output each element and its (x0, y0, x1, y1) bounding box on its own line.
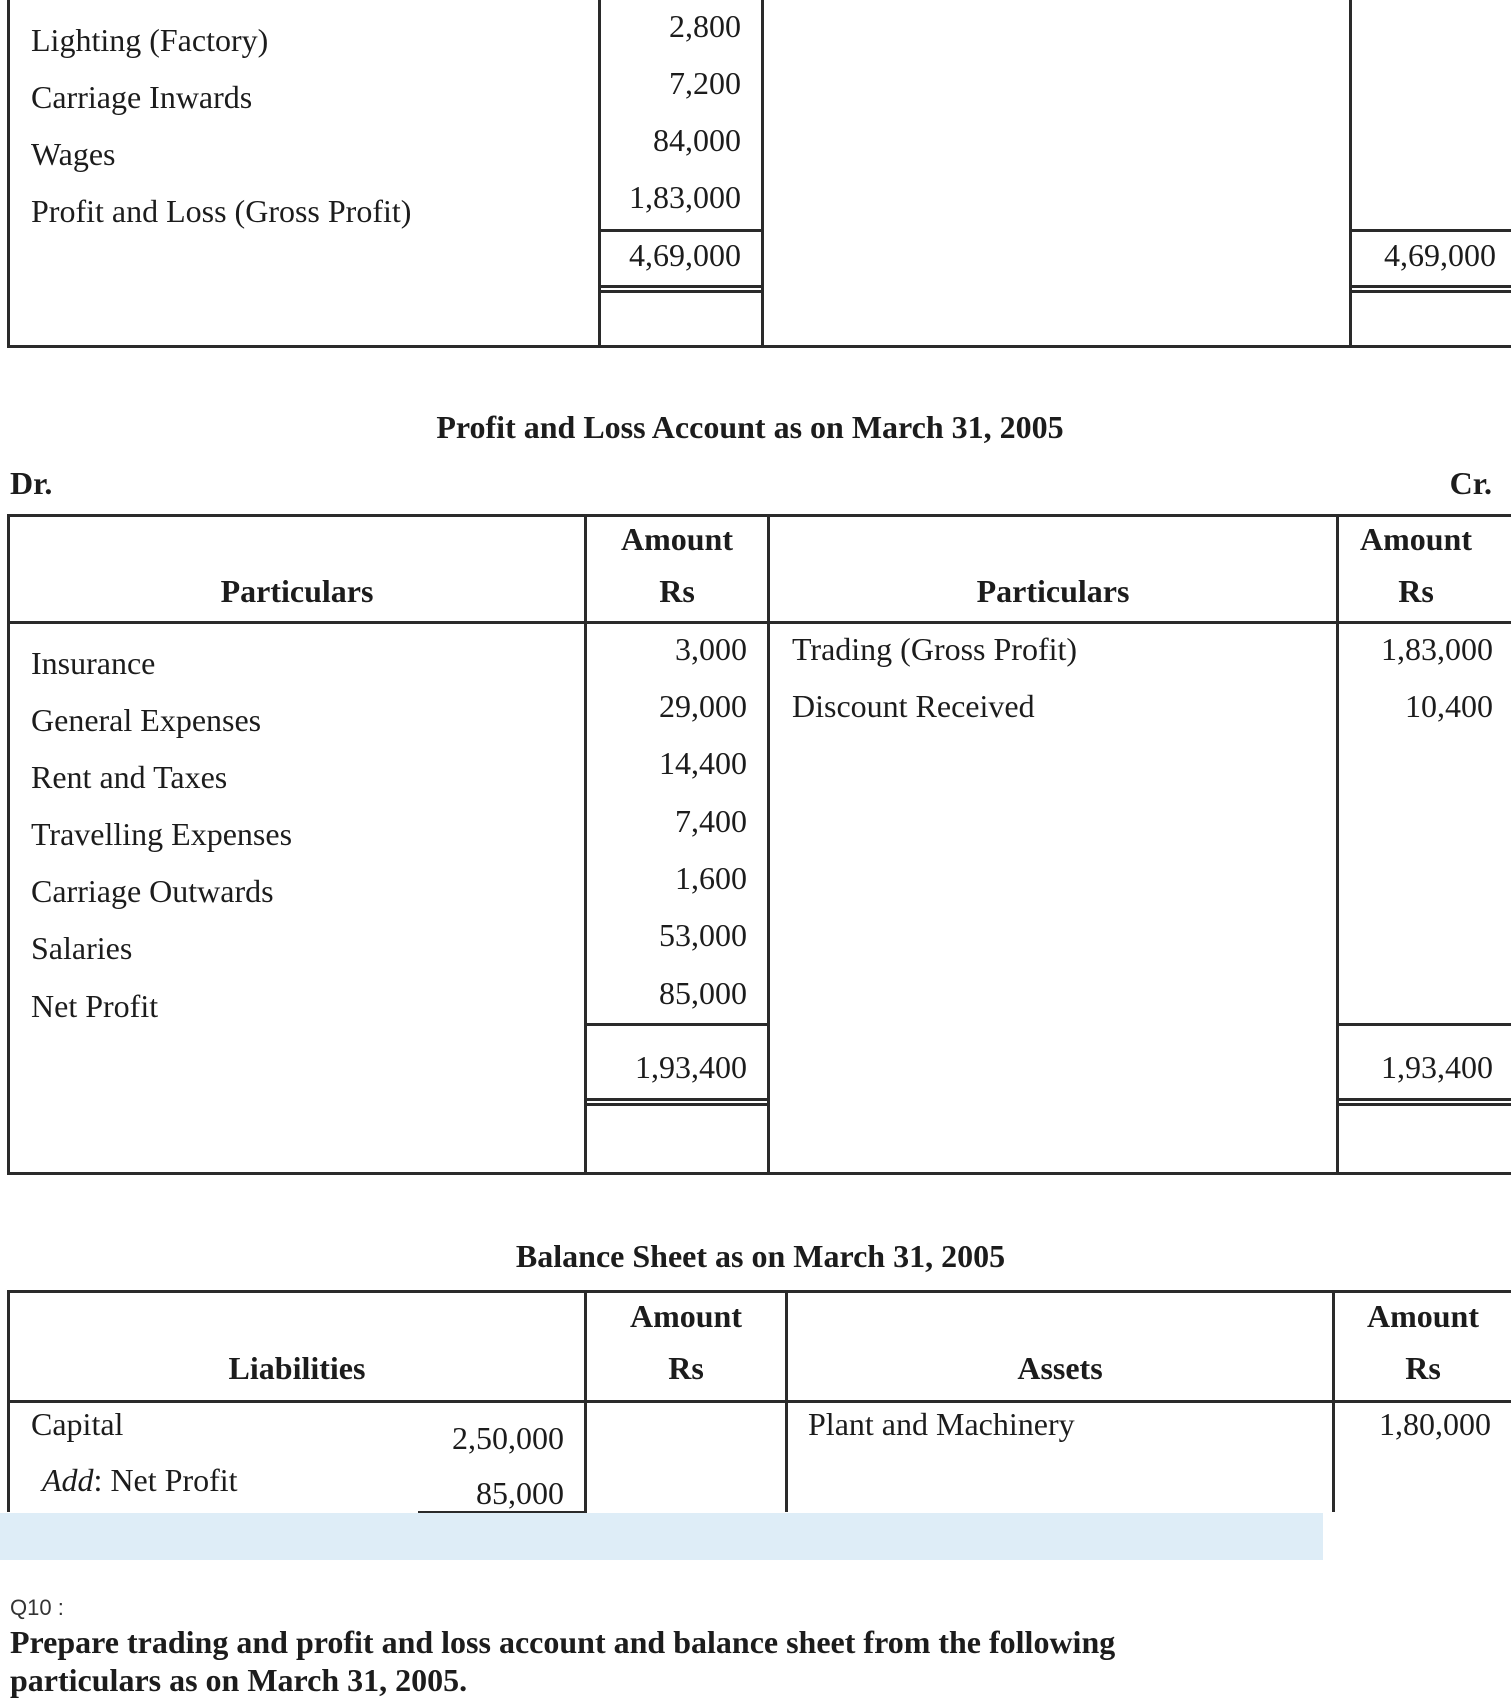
rule (7, 345, 1511, 348)
debit-amount: 29,000 (659, 688, 747, 724)
particular-label: Wages (31, 136, 116, 172)
debit-total: 1,93,400 (635, 1049, 747, 1085)
debit-amount: 3,000 (675, 631, 747, 667)
debit-amount: 1,600 (675, 860, 747, 896)
rule (7, 1290, 1511, 1293)
debit-label: Carriage Outwards (31, 873, 274, 909)
section-title: Profit and Loss Account as on March 31, 2005 (436, 409, 1064, 445)
rule (7, 1172, 1511, 1175)
column-header-amount: Amount (1366, 1298, 1479, 1334)
credit-total: 4,69,000 (1384, 237, 1496, 273)
debit-amount: 85,000 (659, 975, 747, 1011)
rule (1336, 1023, 1511, 1026)
add-rest: : Net Profit (93, 1462, 238, 1498)
column-header-particulars: Particulars (976, 573, 1130, 609)
amount-value: 1,83,000 (629, 179, 741, 215)
add-italic: Add (42, 1462, 94, 1498)
amount-value: 2,800 (669, 8, 741, 44)
rule (584, 1023, 770, 1026)
column-header-liabilities: Liabilities (228, 1350, 366, 1386)
column-header-particulars: Particulars (220, 573, 374, 609)
debit-total: 4,69,000 (629, 237, 741, 273)
credit-amount: 10,400 (1405, 688, 1493, 724)
amount-value: 84,000 (653, 122, 741, 158)
debit-label: General Expenses (31, 702, 262, 738)
column-header-amount: Amount (1359, 521, 1472, 557)
rule (1349, 285, 1511, 288)
section-title: Balance Sheet as on March 31, 2005 (515, 1238, 1006, 1274)
rule (598, 290, 764, 293)
column-header-rs: Rs (668, 1350, 704, 1386)
rule (785, 1290, 788, 1512)
rule (767, 514, 770, 1175)
rule (1336, 514, 1339, 1175)
rule (7, 514, 10, 1175)
debit-label: Salaries (31, 930, 133, 966)
rule (1349, 0, 1352, 347)
asset-value: 1,80,000 (1379, 1406, 1491, 1442)
rule (598, 229, 764, 232)
particular-label: Lighting (Factory) (31, 22, 269, 58)
rule (584, 1103, 770, 1106)
column-header-rs: Rs (1405, 1350, 1441, 1386)
rule (584, 514, 587, 1175)
debit-label: Rent and Taxes (31, 759, 228, 795)
column-header-assets: Assets (1017, 1350, 1103, 1386)
rule (1349, 229, 1511, 232)
rule (7, 1290, 10, 1512)
question-text-line-1: Prepare trading and profit and loss account and balance sheet from the following (10, 1624, 1116, 1660)
debit-amount: 53,000 (659, 917, 747, 953)
debit-label: Net Profit (31, 988, 159, 1024)
add-net-profit-label (42, 1464, 238, 1496)
rule (7, 1400, 1511, 1403)
column-header-rs: Rs (659, 573, 695, 609)
rule (7, 621, 1511, 624)
credit-total: 1,93,400 (1381, 1049, 1493, 1085)
rule (7, 0, 10, 347)
section-divider-band (0, 1513, 1323, 1560)
rule (598, 285, 764, 288)
column-header-rs: Rs (1398, 573, 1434, 609)
credit-amount: 1,83,000 (1381, 631, 1493, 667)
particular-label: Carriage Inwards (31, 79, 253, 115)
question-number: Q10 : (10, 1595, 64, 1620)
rule (598, 0, 601, 347)
rule (584, 1098, 770, 1101)
capital-label: Capital (31, 1406, 124, 1442)
debit-amount: 7,400 (675, 803, 747, 839)
credit-label: Trading (Gross Profit) (792, 631, 1078, 667)
rule (1336, 1103, 1511, 1106)
amount-value: 7,200 (669, 65, 741, 101)
rule (1349, 290, 1511, 293)
net-profit-value: 85,000 (476, 1475, 564, 1511)
capital-value: 2,50,000 (452, 1420, 564, 1456)
asset-label: Plant and Machinery (808, 1406, 1075, 1442)
debit-amount: 14,400 (659, 745, 747, 781)
cr-label: Cr. (1449, 465, 1492, 501)
credit-label: Discount Received (792, 688, 1035, 724)
debit-label: Travelling Expenses (31, 816, 293, 852)
dr-label: Dr. (10, 465, 53, 501)
column-header-amount: Amount (620, 521, 733, 557)
rule (1336, 1098, 1511, 1101)
rule (7, 514, 1511, 517)
question-text-line-2: particulars as on March 31, 2005. (10, 1662, 468, 1698)
rule (761, 0, 764, 347)
debit-label: Insurance (31, 645, 156, 681)
column-header-amount: Amount (629, 1298, 742, 1334)
particular-label: Profit and Loss (Gross Profit) (31, 193, 412, 229)
